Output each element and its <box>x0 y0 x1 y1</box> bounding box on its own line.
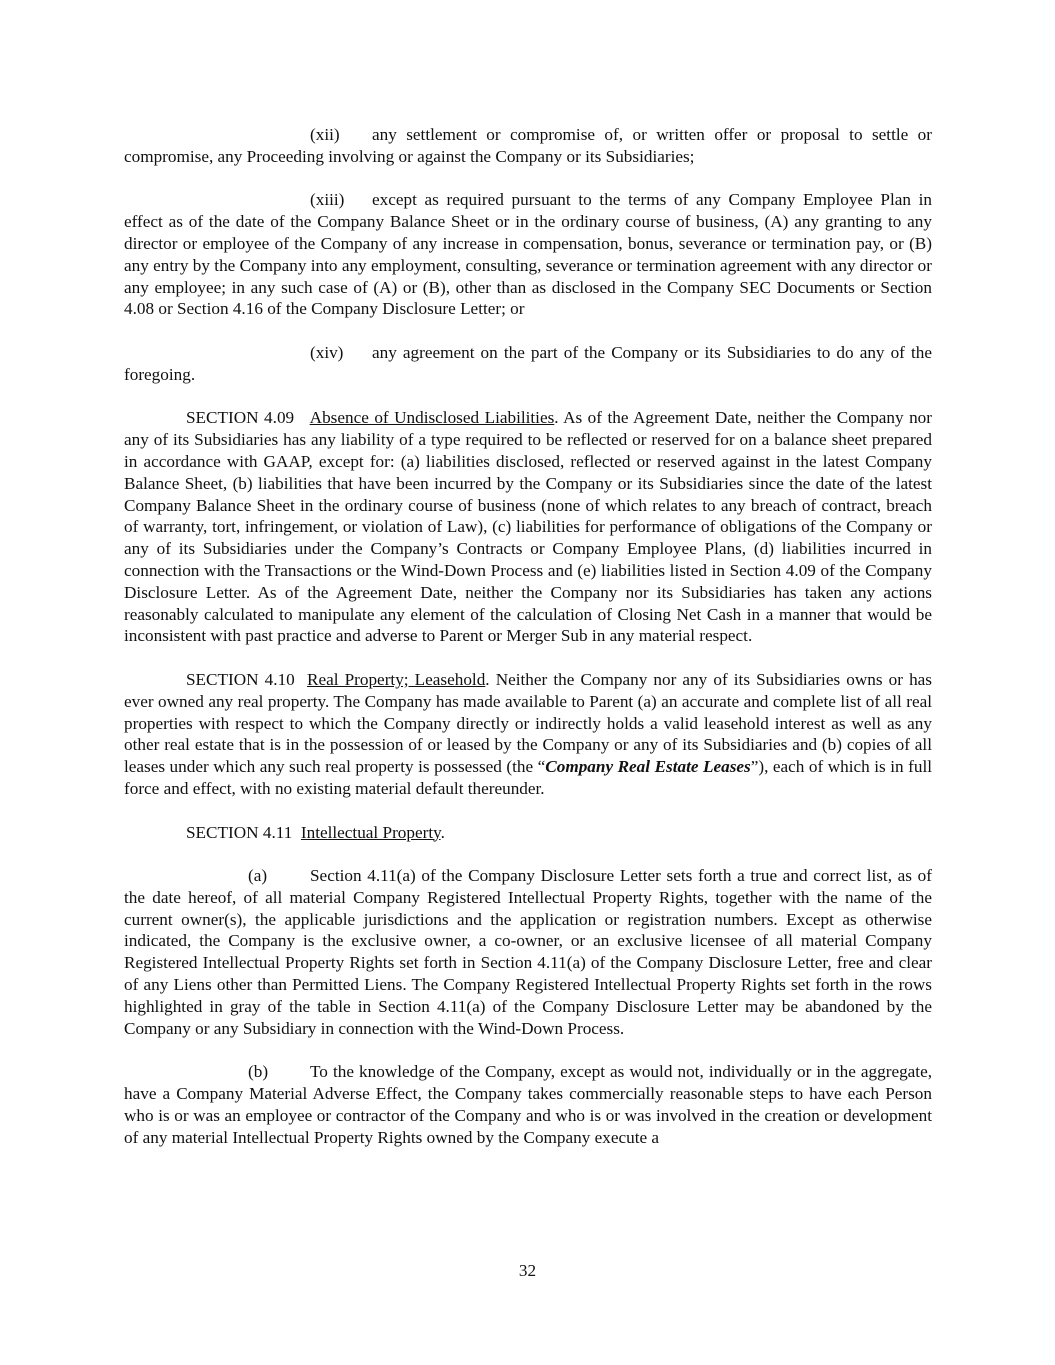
clause-number: (xii) <box>310 125 340 144</box>
section-label: SECTION 4.11 <box>186 822 293 842</box>
section-4-10 <box>124 669 932 800</box>
section-text: . Neither the Company nor any of its Subsidiaries owns or has ever owned any real property. The Company has made available to Parent (a) an accurate and complete list of all real properties with respect to which the Company directly or indirectly holds a valid leasehold interest as well as any other real estate that is in the possession of or leased by the Company or any of its Subsidiaries and (b) copies of all leases under which any such real property is possessed (the “ <box>124 669 932 777</box>
clause-number: (xiii) <box>310 190 345 210</box>
section-label: SECTION 4.10 <box>186 669 295 689</box>
section-text: . As of the Agreement Date, neither the Company nor any of its Subsidiaries has any liability of a type required to be reflected or reserved for on a balance sheet prepared in accordance with GAAP, except for: (a) liabilities disclosed, reflected or reserved against in the latest Company Balance Sheet, (b) liabilities that have been incurred by the Company or its Subsidiaries since the date of the latest Company Balance Sheet in the ordinary course of business (none of which relates to any breach of contract, breach of warranty, tort, infringement, or violation of Law), (c) liabilities for performance of obligations of the Company or any of its Subsidiaries under the Company’s Contracts or Company Employee Plans, (d) liabilities incurred in connection with the Transactions or the Wind-Down Process and (e) liabilities listed in Section 4.09 of the Company Disclosure Letter. As of the Agreement Date, neither the Company nor its Subsidiaries has taken any actions reasonably calculated to manipulate any element of the calculation of Closing Net Cash in a manner that would be inconsistent with past practice and adverse to Parent or Merger Sub in any material respect. <box>124 408 932 646</box>
clause-text: any agreement on the part of the Company or its Subsidiaries to do any of the foregoing. <box>124 342 932 384</box>
section-label: SECTION 4.09 <box>186 408 295 428</box>
section-title: Absence of Undisclosed Liabilities <box>309 408 555 428</box>
clause-xiii <box>124 189 932 320</box>
section-title: Intellectual Property <box>300 822 441 842</box>
section-4-11-a <box>124 865 932 1039</box>
section-period: . <box>440 822 445 842</box>
subsection-text: To the knowledge of the Company, except as would not, individually or in the aggregate, have a Company Material Adverse Effect, the Company takes commercially reasonable steps to have each Person who is or was an employee or contractor of the Company and who is or was involved in the creation or development of any material Intellectual Property Rights owned by the Company execute a <box>124 1062 932 1147</box>
clause-text: except as required pursuant to the terms of any Company Employee Plan in effect as of the date of the Company Balance Sheet or in the ordinary course of business, (A) any granting to any director or employee of the Company of any increase in compensation, bonus, severance or termination pay, or (B) any entry by the Company into any employment, consulting, severance or termination agreement with any director or any employee; in any such case of (A) or (B), other than as disclosed in the Company SEC Documents or Section 4.08 or Section 4.16 of the Company Disclosure Letter; or <box>124 190 932 319</box>
subsection-number: (a) <box>248 866 268 886</box>
clause-number: (xiv) <box>310 342 344 362</box>
document-body <box>124 124 932 1170</box>
subsection-number: (b) <box>248 1062 269 1082</box>
defined-term: Company Real Estate Leases <box>545 757 751 777</box>
page-number: 32 <box>518 1261 537 1280</box>
section-text-end: ”), each of which is in full force and effect, with no existing material default thereunder. <box>124 757 932 798</box>
section-4-11-b <box>124 1061 932 1148</box>
section-title: Real Property; Leasehold <box>306 669 486 689</box>
clause-xiv <box>124 342 932 386</box>
clause-xii <box>124 124 932 168</box>
clause-text: any settlement or compromise of, or written offer or proposal to settle or compromise, any Proceeding involving or against the Company or its Subsidiaries; <box>124 125 932 166</box>
subsection-text: Section 4.11(a) of the Company Disclosure Letter sets forth a true and correct list, as of the date hereof, of all material Company Registered Intellectual Property Rights, together with the name of the current owner(s), the applicable jurisdictions and the application or registration numbers. Except as otherwise indicated, the Company is the exclusive owner, a co-owner, or an exclusive licensee of all material Company Registered Intellectual Property Rights set forth in Section 4.11(a) of the Company Disclosure Letter, free and clear of any Liens other than Permitted Liens. The Company Registered Intellectual Property Rights set forth in the rows highlighted in gray of the table in Section 4.11(a) of the Company Disclosure Letter may be abandoned by the Company or any Subsidiary in connection with the Wind-Down Process. <box>124 866 932 1038</box>
section-4-09 <box>124 407 932 647</box>
section-4-11 <box>124 822 932 844</box>
